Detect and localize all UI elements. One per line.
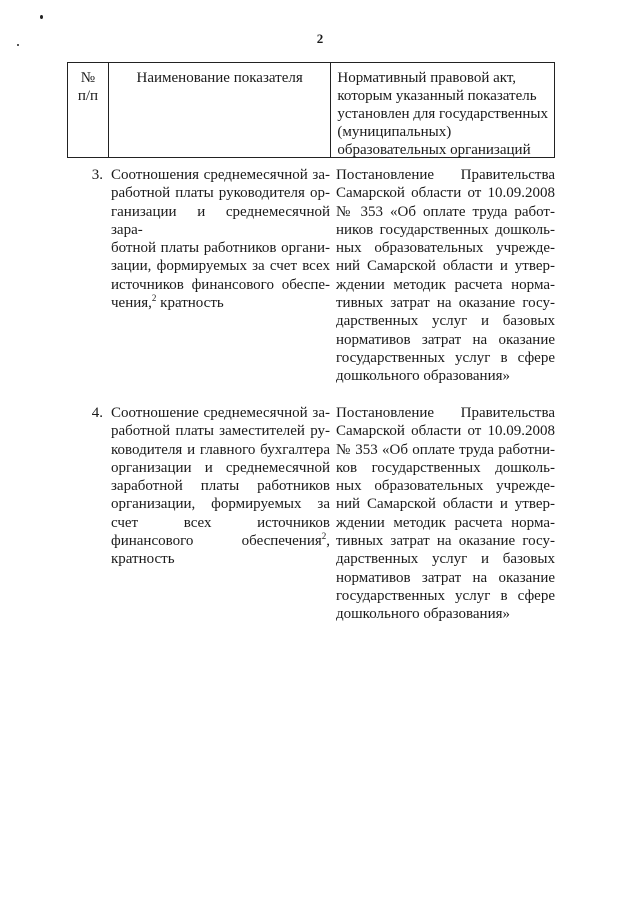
- text-line: зации, формируемых за счет всех: [111, 258, 330, 275]
- text-line: № 353 «Об оплате труда работни-: [336, 441, 555, 458]
- text-line: дарственных услуг и базовых: [336, 313, 555, 330]
- page-number: 2: [316, 31, 324, 46]
- text-line: нормативов затрат на оказание: [336, 331, 555, 348]
- text-line: ных образовательных учрежде-: [336, 240, 555, 257]
- text-line: [111, 294, 330, 312]
- text-line: нормативов затрат на оказание: [336, 569, 555, 586]
- text-line: государственных услуг в сфере: [336, 349, 555, 366]
- text-line: ботной платы работников органи-: [111, 240, 330, 257]
- text-line: государственных услуг в сфере: [336, 587, 555, 604]
- table-row: [67, 166, 555, 386]
- row-number: 4.: [91, 405, 103, 421]
- scan-speck: [40, 15, 43, 19]
- text-line: ний Самарской области и утвер-: [336, 258, 555, 275]
- header-name-label: Наименование показателя: [136, 70, 303, 86]
- header-name-cell: [108, 63, 330, 157]
- footnote-marker: 2: [321, 531, 327, 542]
- table-row: [67, 404, 555, 624]
- text-fragment: ,: [326, 533, 330, 550]
- text-line: ководителя и главного бухгалтера: [111, 441, 330, 458]
- row-number: 3.: [91, 167, 103, 183]
- text-fragment: финансового обеспечения: [111, 533, 322, 550]
- text-line: работной платы заместителей ру-: [111, 423, 330, 440]
- indicator-name: [107, 404, 330, 624]
- text-line: дошкольного образования»: [336, 368, 511, 385]
- text-line: установлен для государственных: [337, 106, 548, 122]
- header-number-label: № п/п: [77, 70, 99, 104]
- text-line: Нормативный правовой акт,: [337, 70, 517, 86]
- legal-act: [330, 166, 555, 386]
- text-line: счет всех источников: [111, 514, 330, 531]
- text-line: которым указанный показатель: [337, 88, 537, 104]
- text-line: ков государственных дошколь-: [336, 459, 555, 476]
- text-line: тивных затрат на оказание госу-: [336, 295, 555, 312]
- text-line: тивных затрат на оказание госу-: [336, 533, 555, 550]
- text-fragment: чения,: [111, 295, 152, 312]
- text-line: организации, формируемых за: [111, 496, 330, 513]
- header-number-cell: [68, 63, 108, 157]
- indicator-name: [107, 166, 330, 386]
- text-line: образовательных организаций: [337, 142, 531, 158]
- text-line: источников финансового обеспе-: [111, 276, 330, 293]
- text-fragment: кратность: [156, 295, 224, 312]
- text-line: дарственных услуг и базовых: [336, 551, 555, 568]
- footnote-marker: 2: [151, 293, 157, 304]
- text-line: ных образовательных учрежде-: [336, 478, 555, 495]
- text-line: № 353 «Об оплате труда работ-: [336, 203, 555, 220]
- text-line: Самарской области от 10.09.2008: [336, 185, 555, 202]
- legal-act: [330, 404, 555, 624]
- text-line: Постановление Правительства: [336, 405, 555, 421]
- text-line: Соотношение среднемесячной за-: [111, 405, 330, 421]
- table-header: [67, 62, 555, 158]
- text-line: ждении методик расчета норма-: [336, 514, 555, 531]
- header-act-cell: [330, 63, 554, 157]
- text-line: дошкольного образования»: [336, 606, 511, 623]
- text-line: работной платы руководителя ор-: [111, 185, 330, 202]
- text-line: (муниципальных): [337, 124, 452, 140]
- text-line: кратность: [111, 551, 175, 568]
- text-line: заработной платы работников: [111, 478, 330, 495]
- text-line: Соотношения среднемесячной за-: [111, 167, 330, 183]
- text-line: ждении методик расчета норма-: [336, 276, 555, 293]
- text-line: ний Самарской области и утвер-: [336, 496, 555, 513]
- text-line: Самарской области от 10.09.2008: [336, 423, 555, 440]
- text-line: организации и среднемесячной: [111, 459, 330, 476]
- text-line: ников государственных дошколь-: [336, 221, 555, 238]
- text-line: ганизации и среднемесячной зара-: [111, 203, 330, 238]
- text-line: Постановление Правительства: [336, 167, 555, 183]
- text-line: [111, 532, 330, 550]
